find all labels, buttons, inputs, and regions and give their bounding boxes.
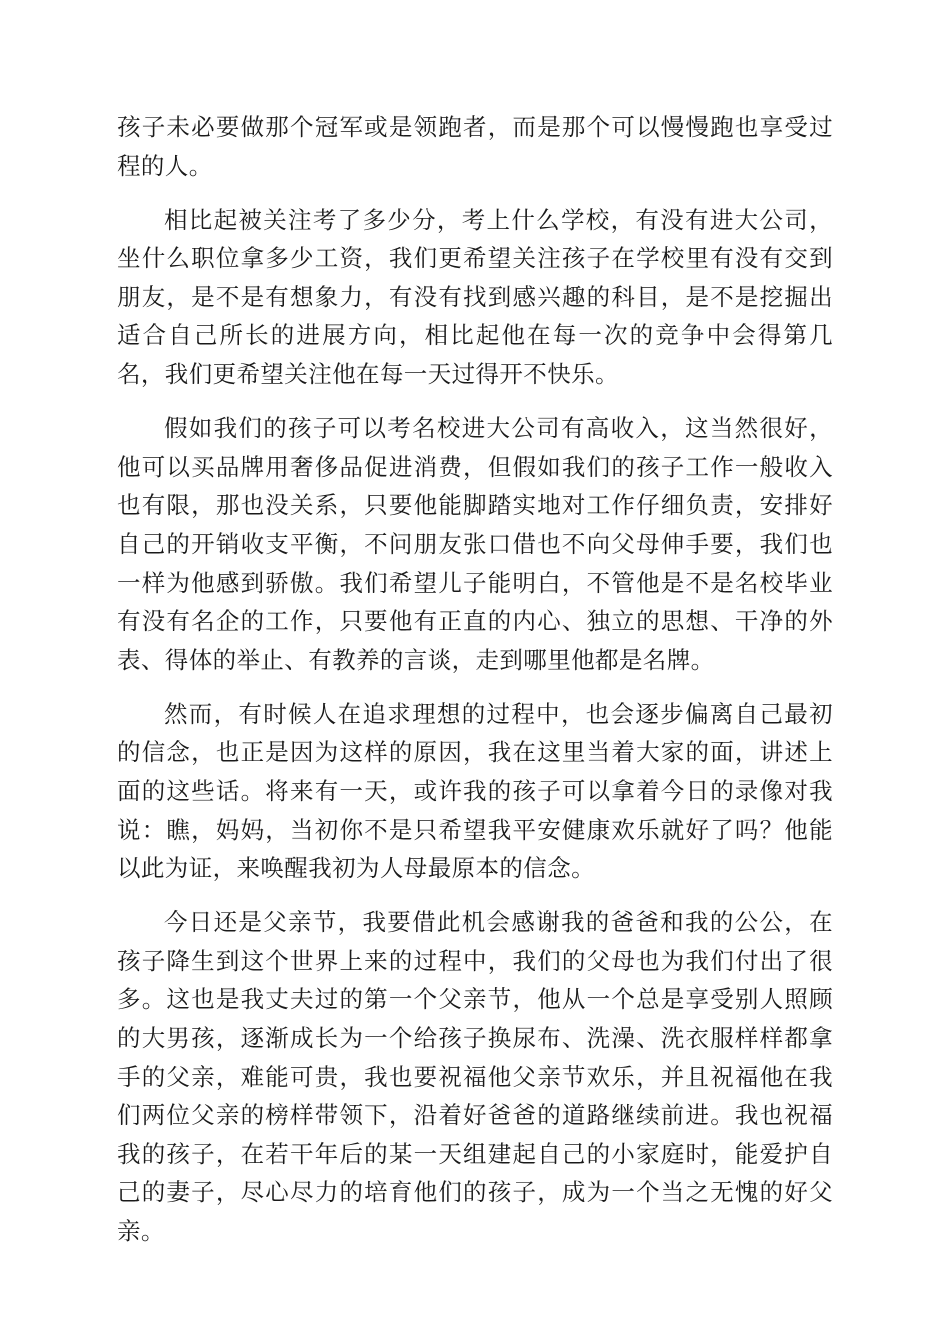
paragraph-3: 假如我们的孩子可以考名校进大公司有高收入，这当然很好，他可以买品牌用奢侈品促进消费，但假如我们的孩子工作一般收入也有限，那也没关系，只要他能脚踏实地对工作仔细负责，安排好自己的开销收支平衡，不问朋友张口借也不向父母伸手要，我们也一样为他感到骄傲。我们希望儿子能明白，不管他是不是名校毕业有没有名企的工作，只要他有正直的内心、独立的思想、干净的外表、得体的举止、有教养的言谈，走到哪里他都是名牌。 — [117, 414, 833, 674]
paragraph-4: 然而，有时候人在追求理想的过程中，也会逐步偏离自己最初的信念，也正是因为这样的原因，我在这里当着大家的面，讲述上面的这些话。将来有一天，或许我的孩子可以拿着今日的录像对我说：瞧，妈妈，当初你不是只希望我平安健康欢乐就好了吗？他能以此为证，来唤醒我初为人母最原本的信念。 — [117, 699, 833, 883]
document-body — [117, 108, 833, 1266]
paragraph-1: 孩子未必要做那个冠军或是领跑者，而是那个可以慢慢跑也享受过程的人。 — [117, 113, 833, 180]
paragraph-2: 相比起被关注考了多少分，考上什么学校，有没有进大公司，坐什么职位拿多少工资，我们更希望关注孩子在学校里有没有交到朋友，是不是有想象力，有没有找到感兴趣的科目，是不是挖掘出适合自己所长的进展方向，相比起他在每一次的竞争中会得第几名，我们更希望关注他在每一天过得开不快乐。 — [117, 205, 833, 389]
paragraph-5: 今日还是父亲节，我要借此机会感谢我的爸爸和我的公公，在孩子降生到这个世界上来的过程中，我们的父母也为我们付出了很多。这也是我丈夫过的第一个父亲节，他从一个总是享受别人照顾的大男孩，逐渐成长为一个给孩子换尿布、洗澡、洗衣服样样都拿手的父亲，难能可贵，我也要祝福他父亲节欢乐，并且祝福他在我们两位父亲的榜样带领下，沿着好爸爸的道路继续前进。我也祝福我的孩子，在若干年后的某一天组建起自己的小家庭时，能爱护自己的妻子，尽心尽力的培育他们的孩子，成为一个当之无愧的好父亲。 — [117, 908, 833, 1246]
